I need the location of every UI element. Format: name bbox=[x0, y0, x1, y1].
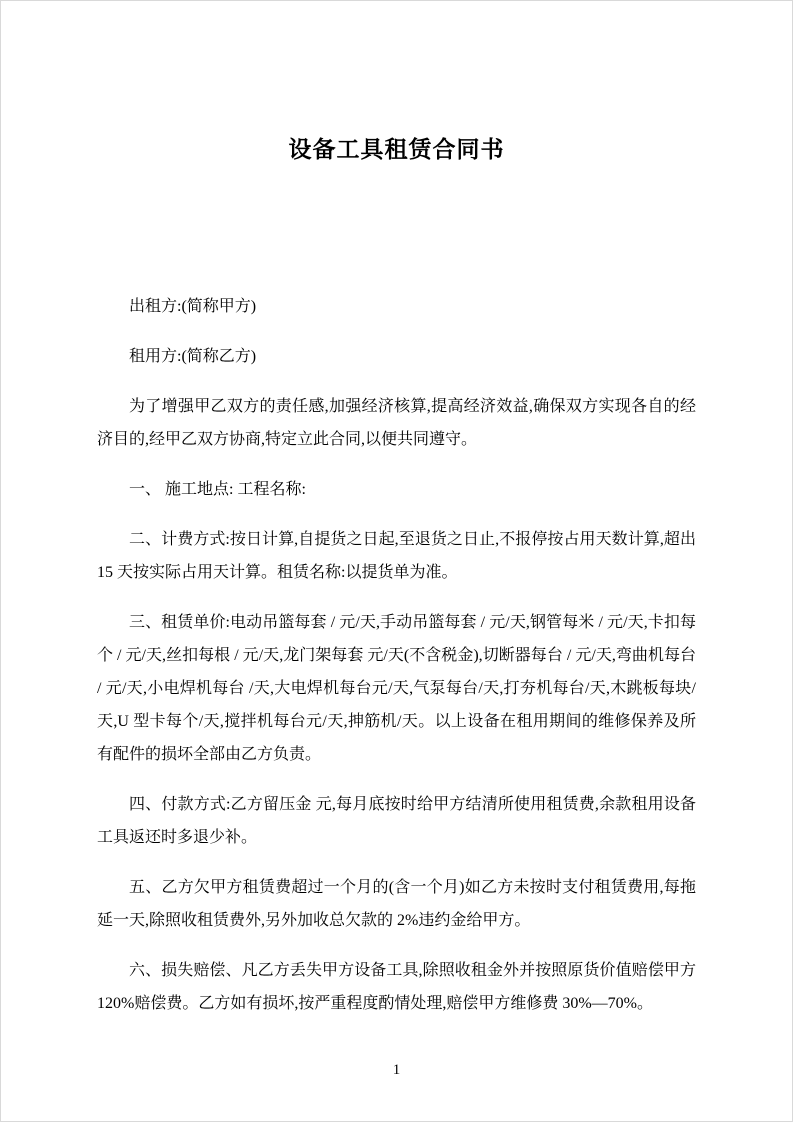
paragraph-clause-5-overdue: 五、乙方欠甲方租赁费超过一个月的(含一个月)如乙方未按时支付租赁费用,每拖延一天,除照收租赁费外,另外加收总欠款的 2%违约金给甲方。 bbox=[97, 879, 696, 929]
paragraph-clause-4-payment: 四、付款方式:乙方留压金 元,每月底按时给甲方结清所使用租赁费,余款租用设备工具返还时多退少补。 bbox=[97, 796, 696, 846]
document-title: 设备工具租赁合同书 bbox=[288, 136, 505, 162]
paragraph-clause-6-compensation: 六、损失赔偿、凡乙方丢失甲方设备工具,除照收租金外并按照原货价值赔偿甲方 120%赔偿费。乙方如有损坏,按严重程度酌情处理,赔偿甲方维修费 30%—70%。 bbox=[97, 962, 696, 1012]
paragraph-clause-1-site: 一、 施工地点: 工程名称: bbox=[129, 481, 306, 498]
paragraph-clause-3-unit-price: 三、租赁单价:电动吊篮每套 / 元/天,手动吊篮每套 / 元/天,钢管每米 / 元/天,卡扣每个 / 元/天,丝扣每根 / 元/天,龙门架每套 元/天(不含税金),切断器每台 / 元/天,弯曲机每台 / 元/天,小电焊机每台 /天,大电焊机每台元/天,气泵每台/天,打夯机每台/天,木跳板每块/天,U 型卡每个/天,搅拌机每台元/天,抻筋机/天。以上设备在租用期间的维修保养及所有配件的损坏全部由乙方负责。 bbox=[97, 614, 696, 763]
paragraph-lessor: 出租方:(简称甲方) bbox=[129, 298, 257, 315]
paragraph-preamble: 为了增强甲乙双方的责任感,加强经济核算,提高经济效益,确保双方实现各自的经济目的,经甲乙双方协商,特定立此合同,以便共同遵守。 bbox=[97, 398, 696, 448]
page-number: 1 bbox=[392, 1062, 401, 1078]
paragraph-clause-2-billing: 二、计费方式:按日计算,自提货之日起,至退货之日止,不报停按占用天数计算,超出 15 天按实际占用天计算。租赁名称:以提货单为准。 bbox=[97, 531, 696, 581]
paragraph-lessee: 租用方:(简称乙方) bbox=[129, 348, 257, 365]
